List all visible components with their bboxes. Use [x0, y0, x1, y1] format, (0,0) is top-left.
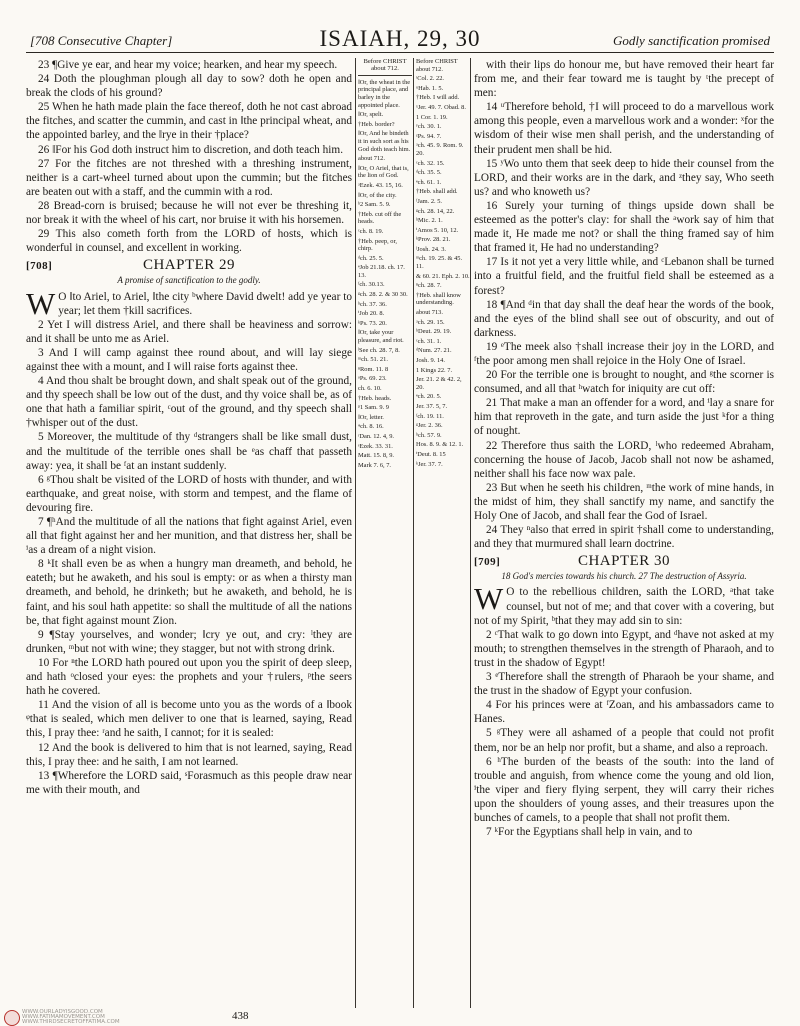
- verse: 3 And I will camp against thee round about, and will lay siege against thee with a mount, and I will raise forts against thee.: [26, 346, 352, 373]
- cross-reference: †Heb. I will add.: [416, 94, 460, 102]
- chapter-summary: 18 God's mercies towards his church. 27 The destruction of Assyria.: [501, 571, 747, 582]
- drop-cap: W: [474, 581, 504, 617]
- cross-reference: about 712.: [358, 155, 385, 163]
- chapter-30-heading: [474, 554, 774, 568]
- cross-reference: ᶠJam. 2. 5.: [416, 197, 443, 205]
- cross-reference: Hos. 8. 9. & 12. 1.: [416, 441, 464, 449]
- cross-reference: †Heb. peep, or, chirp.: [358, 237, 397, 253]
- cross-reference: ‖Or, letter.: [358, 413, 384, 421]
- verse: 11 And the vision of all is become unto you as the words of a ‖book ᵠthat is sealed, which men deliver to one that is learned, saying, Read this, I pray thee: ʳand he saith, I cannot; for it is sealed:: [26, 699, 352, 740]
- cross-reference: ˢEzek. 33. 31.: [358, 442, 393, 450]
- right-text-column: [474, 58, 774, 1008]
- verse: 8 ᵏIt shall even be as when a hungry man dreameth, and behold, he eateth; but he awaketh, and his soul is empty: or as when a thirsty man dreameth, and behold, he drinketh; but he awaketh, and behold, he is faint, and his soul hath appetite: so shall the multitude of all the nations be, that fight against mount Zion.: [26, 558, 352, 627]
- cross-reference: ‖Or, take your pleasure, and riot.: [358, 329, 404, 345]
- cross-reference-margin: [355, 58, 471, 1008]
- verse: 28 Bread-corn is bruised; because he will not ever be threshing it, nor break it with the wheel of his cart, nor bruise it with his horsemen.: [26, 199, 352, 227]
- verse: 24 Doth the ploughman plough all day to sow? doth he open and break the clods of his ground?: [26, 73, 352, 100]
- cross-reference: ‖Or, O Ariel, that is, the lion of God.: [358, 164, 409, 180]
- cross-reference: ʰMic. 2. 1.: [416, 217, 443, 225]
- verse: 4 And thou shalt be brought down, and shalt speak out of the ground, and thy speech shall be low out of the dust, and thy voice shall be, as of one that hath a familiar spirit, ᶜout of the ground, and thy speech shall †whisper out of the dust.: [26, 375, 352, 430]
- cross-reference: ⁿch. 28. 7.: [416, 282, 442, 290]
- cross-reference: ⁱAmos 5. 10, 12.: [416, 226, 459, 234]
- cross-reference: ᵉJob 21.18. ch. 17. 13.: [358, 264, 405, 279]
- verse: 27 For the fitches are not threshed with a threshing instrument, neither is a cart-wheel turned about upon the cummin; but the fitches are beaten out with a staff, and the cummin with a rod.: [26, 157, 352, 198]
- left-text-column: [26, 58, 352, 1008]
- date-note: Before CHRIST about 712.: [358, 58, 412, 76]
- cross-reference: ⁱJob 20. 8.: [358, 310, 385, 318]
- cross-reference: ᵉch. 20. 5.: [416, 393, 442, 401]
- verse: with their lips do honour me, but have removed their heart far from me, and their fear toward me is taught by ᵗthe precept of men:: [474, 59, 774, 100]
- verse: 4 For his princes were at ᶠZoan, and his ambassadors came to Hanes.: [474, 699, 774, 726]
- cross-reference: ᵠch. 8. 16.: [358, 423, 384, 431]
- cross-reference: & 60. 21. Eph. 2. 10.: [416, 272, 470, 280]
- cross-reference: ᵃch. 29. 15.: [416, 318, 445, 326]
- cross-reference: ‖Or, spelt.: [358, 111, 384, 119]
- cross-reference: ᵐch. 51. 21.: [358, 356, 388, 364]
- verse: 14 ᵘTherefore behold, †I will proceed to do a marvellous work among this people, even a marvellous work and a wonder: ˣfor the wisdom of their wise men shall perish, and the understanding of their prudent men shall be hid.: [474, 101, 774, 156]
- cross-reference: ᶜch. 31. 1.: [416, 337, 442, 345]
- cross-reference: ᵍch. 28. 14, 22.: [416, 207, 455, 215]
- chapter-first-verse: [474, 581, 774, 627]
- cross-reference: ᶠch. 30.13.: [358, 281, 385, 289]
- reference-column-left: [358, 58, 412, 1008]
- cross-reference: ᵖ1 Sam. 9. 9: [358, 404, 389, 412]
- chapter-title: CHAPTER 29: [142, 257, 236, 274]
- consecutive-number: [709]: [474, 556, 501, 569]
- verse: 5 Moreover, the multitude of thy ᵈstrangers shall be like small dust, and the multitude of the terrible ones shall be ᵉas chaff that passeth away: yea, it shall be ᶠat an instant suddenly.: [26, 431, 352, 472]
- verse: 10 For ⁿthe LORD hath poured out upon you the spirit of deep sleep, and hath ᵒclosed your eyes: the prophets and your †rulers, ᵖthe seers hath he covered.: [26, 656, 352, 698]
- cross-reference: ᵃch. 45. 9. Rom. 9. 20.: [416, 142, 464, 157]
- cross-reference: ᵈNum. 27. 21.: [416, 347, 452, 355]
- cross-reference: ᵐch. 19. 25. & 45. 11.: [416, 255, 463, 271]
- verse: 7 ¶ʰAnd the multitude of all the nations that fight against Ariel, even all that fight against her and her munition, and that distress her, shall be ⁱas a dream of a night vision.: [26, 516, 352, 557]
- page-footer: [0, 1010, 800, 1024]
- cross-reference: Before CHRIST about 712.: [416, 58, 458, 73]
- verse: 23 But when he seeth his children, ᵐthe work of mine hands, in the midst of him, they shall sanctify my name, and sanctify the Holy One of Jacob, and shall fear the God of Israel.: [474, 481, 774, 522]
- cross-reference: ˣJer. 49. 7. Obad. 8.: [416, 103, 466, 111]
- verse: 23 ¶Give ye ear, and hear my voice; hearken, and hear my speech.: [38, 59, 338, 71]
- chapter-29-heading: [26, 258, 352, 272]
- cross-reference: ᶜch. 32. 15.: [416, 159, 445, 167]
- section-heading: Godly sanctification promised: [613, 33, 770, 48]
- cross-reference: Jer. 37. 5, 7.: [416, 402, 448, 410]
- drop-cap: W: [26, 285, 56, 321]
- verse: 29 This also cometh forth from the LORD of hosts, which is wonderful in counsel, and excellent in working.: [26, 228, 352, 255]
- cross-reference: ᵇ2 Sam. 5. 9.: [358, 201, 391, 209]
- cross-reference: ᵈch. 35. 5.: [416, 169, 442, 177]
- cross-reference: ʰch. 57. 9.: [416, 431, 442, 439]
- cross-reference: †Heb. border?: [358, 120, 395, 128]
- verse: 5 ᵍThey were all ashamed of a people that could not profit them, nor be an help nor profit, but a shame, and also a reproach.: [474, 727, 774, 754]
- verse: 18 ¶And ᵈin that day shall the deaf hear the words of the book, and the eyes of the blind shall see out of obscurity, and out of darkness.: [474, 298, 774, 339]
- cross-reference: about 713.: [416, 309, 443, 317]
- chapter-first-verse: [26, 285, 352, 321]
- cross-reference: ‖Or, And he bindeth it in such sort as his God doth teach him.: [358, 130, 411, 153]
- cross-reference: Jer. 21. 2 & 42. 2, 20.: [416, 376, 462, 391]
- cross-reference: Josh. 9. 14.: [416, 357, 445, 364]
- column-rule: [470, 58, 471, 1008]
- verse: 13 ¶Wherefore the LORD said, ˢForasmuch as this people draw near me with their mouth, and: [26, 769, 352, 796]
- cross-reference: ᵗCol. 2. 22.: [416, 75, 445, 83]
- column-rule: [355, 58, 356, 1008]
- cross-reference: †Heb. cut off the heads.: [358, 210, 402, 226]
- running-title: ISAIAH, 29, 30: [319, 26, 481, 51]
- cross-reference: ᵉch. 61. 1.: [416, 178, 442, 186]
- cross-reference: ‖Or, the wheat in the principal place, and barley in the appointed place.: [358, 78, 411, 109]
- cross-reference: ʳDan. 12. 4, 9.: [358, 432, 395, 440]
- reference-column-right: [416, 58, 470, 1008]
- verse: 22 Therefore thus saith the LORD, ˡwho redeemed Abraham, concerning the house of Jacob, Jacob shall not now be ashamed, neither shall his face now wax pale.: [474, 439, 774, 480]
- chapter-summary: A promise of sanctification to the godly.: [117, 275, 261, 286]
- verse: 3 ᵉTherefore shall the strength of Pharaoh be your shame, and the trust in the shadow of Egypt your confusion.: [474, 671, 774, 698]
- verse: 12 And the book is delivered to him that is not learned, saying, Read this, I pray thee: and he saith, I am not learned.: [26, 741, 352, 768]
- cross-reference: ᶜch. 8. 19.: [358, 227, 384, 235]
- cross-reference: ᵏJer. 37. 7.: [416, 460, 443, 468]
- cross-reference: ᵘHab. 1. 5.: [416, 84, 444, 92]
- verse: 2 Yet I will distress Ariel, and there shall be heaviness and sorrow: and it shall be unto me as Ariel.: [26, 318, 352, 345]
- cross-reference: ᵏPs. 73. 20.: [358, 319, 387, 327]
- verse: 9 ¶Stay yourselves, and wonder; ‖cry ye out, and cry: ˡthey are drunken, ᵐbut not with wine; they stagger, but not with strong drink.: [26, 628, 352, 655]
- verse: 6 ʰThe burden of the beasts of the south: into the land of trouble and anguish, from whence come the young and old lion, ⁱthe viper and fiery flying serpent, they will carry their riches upon the shoulders of young asses, and their treasures upon the bunches of camels, to a people that shall not profit them.: [474, 755, 774, 824]
- verse: 17 Is it not yet a very little while, and ᶜLebanon shall be turned into a fruitful field, and the fruitful field shall be esteemed as a forest?: [474, 256, 774, 297]
- cross-reference: ch. 6. 10.: [358, 385, 382, 392]
- cross-reference: ᵈch. 25. 5.: [358, 254, 384, 262]
- verse: 6 ᵍThou shalt be visited of the LORD of hosts with thunder, and with earthquake, and great noise, with storm and tempest, and the flame of devouring fire.: [26, 473, 352, 514]
- cross-reference: 1 Cor. 1. 19.: [416, 113, 448, 121]
- verse: 19 ᵉThe meek also †shall increase their joy in the LORD, and ᶠthe poor among men shall rejoice in the Holy One of Israel.: [474, 340, 774, 367]
- consecutive-chapter-label: [708 Consecutive Chapter]: [30, 33, 173, 48]
- cross-reference: ˡSee ch. 28. 7, 8.: [358, 346, 400, 354]
- verse: 21 That make a man an offender for a word, and ⁱlay a snare for him that reproveth in the gate, and turn aside the just ᵏfor a thing of nought.: [474, 397, 774, 438]
- verse: 26 ‖For his God doth instruct him to discretion, and doth teach him.: [38, 143, 344, 156]
- page-header: [26, 26, 774, 53]
- cross-reference: ᵒPs. 69. 23.: [358, 375, 387, 383]
- cross-reference: †Heb. shall add.: [416, 188, 458, 196]
- verse: 15 ʸWo unto them that seek deep to hide their counsel from the LORD, and their works are in the dark, and ᶻthey say, Who seeth us? and who knoweth us?: [474, 157, 774, 198]
- verse: 24 They ⁿalso that erred in spirit †shall come to understanding, and they that murmured shall learn doctrine.: [474, 524, 774, 551]
- cross-reference: ᶠch. 19. 11.: [416, 412, 444, 420]
- cross-reference: ⁿRom. 11. 8: [358, 365, 389, 373]
- cross-reference: ᵍJer. 2. 36.: [416, 422, 443, 430]
- verse: 2 ᶜThat walk to go down into Egypt, and ᵈhave not asked at my mouth; to strengthen themselves in the strength of Pharaoh, and to trust in the shadow of Egypt!: [474, 628, 774, 669]
- cross-reference: Mark 7. 6, 7.: [358, 461, 392, 469]
- cross-reference: ᵇDeut. 29. 19.: [416, 328, 452, 336]
- cross-reference: ᵍch. 28. 2. & 30 30.: [358, 291, 408, 299]
- cross-reference: ʸch. 30. 1.: [416, 123, 442, 131]
- verse: 7 ᵏFor the Egyptians shall help in vain, and to: [486, 826, 693, 839]
- verse-text: O to the rebellious children, saith the LORD, ᵃthat take counsel, but not of me; and that cover with a covering, but not of my Spirit, ᵇthat they may add sin to sin:: [474, 586, 774, 627]
- cross-reference: ᵃEzek. 43. 15, 16.: [358, 181, 403, 189]
- verse: 16 Surely your turning of things upside down shall be esteemed as the potter's clay: for shall the ᵃwork say of him that made it, He made me not? or shall the thing framed say of him that framed it, He had no understanding?: [474, 199, 774, 255]
- cross-reference: ᵏProv. 28. 21.: [416, 236, 451, 244]
- verse: 25 When he hath made plain the face thereof, doth he not cast abroad the fitches, and scatter the cummin, and cast in ‖the principal wheat, and the appointed barley, and the ‖rye in their †place?: [26, 101, 352, 142]
- verse: 20 For the terrible one is brought to nought, and ᵍthe scorner is consumed, and all that ʰwatch for iniquity are cut off:: [474, 369, 774, 396]
- cross-reference: 1 Kings 22. 7.: [416, 366, 453, 374]
- column-rule: [413, 58, 414, 1008]
- cross-reference: †Heb. heads.: [358, 394, 392, 402]
- consecutive-number: [708]: [26, 260, 53, 273]
- cross-reference: ᶻPs. 94. 7.: [416, 132, 442, 140]
- cross-reference: ˡJosh. 24. 3.: [416, 245, 446, 253]
- cross-reference: ʰch. 37. 36.: [358, 300, 387, 308]
- cross-reference: ‖Or, of the city.: [358, 191, 397, 199]
- cross-reference: †Heb. shall know understanding.: [416, 291, 461, 307]
- verse-text: O ‖to Ariel, to Ariel, ‖the city ᵇwhere David dwelt! add ye year to year; let them †kill sacrifices.: [58, 290, 352, 317]
- page-number: 438: [232, 1010, 249, 1022]
- cross-reference: ⁱDeut. 8. 15: [416, 450, 446, 458]
- watermark-urls: WWW.OURLADYISGOOD.COM WWW.FATIMAMOVEMENT.COM WWW.THIRDSECRETOFFATIMA.COM: [22, 1009, 120, 1025]
- chapter-title: CHAPTER 30: [577, 553, 671, 570]
- cross-reference: Matt. 15. 8, 9.: [358, 452, 395, 460]
